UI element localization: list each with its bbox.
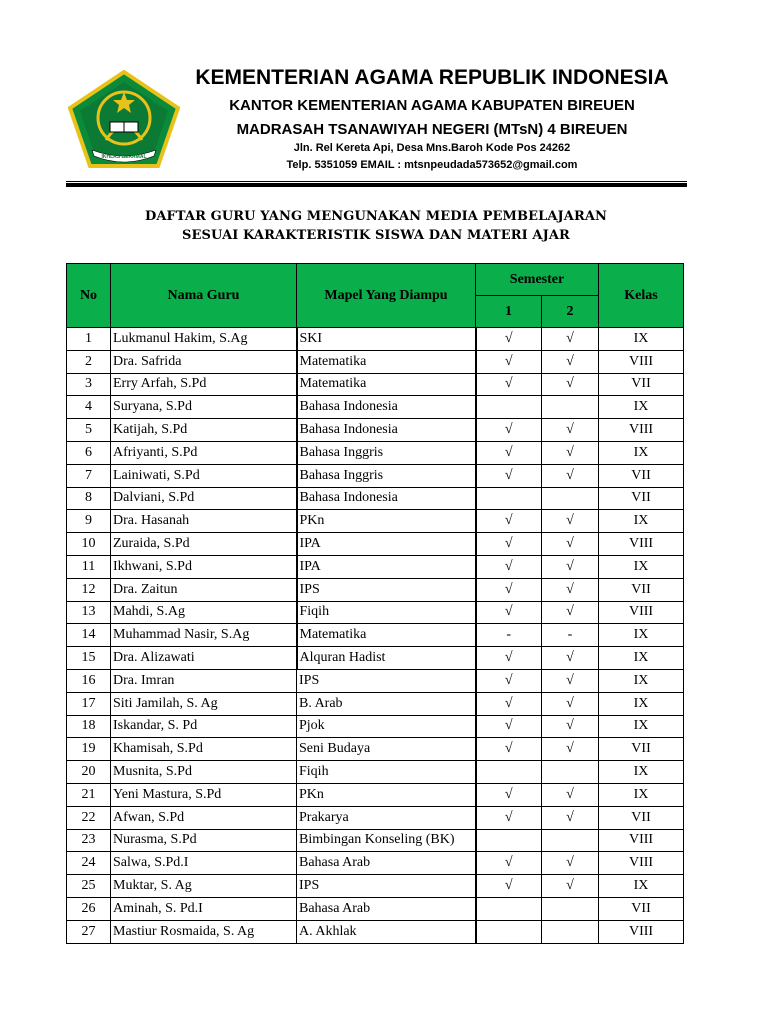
class-level: IX: [599, 692, 684, 715]
semester-2-mark: [542, 920, 599, 943]
class-level: VIII: [599, 533, 684, 556]
teacher-name: Erry Arfah, S.Pd: [111, 373, 297, 396]
semester-1-mark: √: [476, 555, 542, 578]
semester-2-mark: √: [542, 419, 599, 442]
semester-1-mark: √: [476, 647, 542, 670]
teacher-name: Dra. Imran: [111, 669, 297, 692]
teacher-name: Dra. Zaitun: [111, 578, 297, 601]
row-number: 3: [67, 373, 111, 396]
table-row: [67, 464, 684, 487]
header-divider-thick: [66, 183, 687, 187]
teacher-name: Khamisah, S.Pd: [111, 738, 297, 761]
class-level: VII: [599, 806, 684, 829]
teacher-name: Yeni Mastura, S.Pd: [111, 783, 297, 806]
row-number: 7: [67, 464, 111, 487]
semester-2-mark: √: [542, 692, 599, 715]
semester-1-mark: √: [476, 350, 542, 373]
semester-2-mark: √: [542, 441, 599, 464]
class-level: VIII: [599, 601, 684, 624]
class-level: VIII: [599, 852, 684, 875]
row-number: 20: [67, 761, 111, 784]
subject: IPA: [297, 555, 476, 578]
semester-2-mark: √: [542, 669, 599, 692]
subject: Prakarya: [297, 806, 476, 829]
teacher-name: Iskandar, S. Pd: [111, 715, 297, 738]
table-row: [67, 373, 684, 396]
class-level: IX: [599, 328, 684, 351]
teacher-name: Musnita, S.Pd: [111, 761, 297, 784]
table-row: [67, 647, 684, 670]
class-level: VII: [599, 738, 684, 761]
subject: SKI: [297, 328, 476, 351]
header-no: No: [67, 264, 111, 328]
subject: A. Akhlak: [297, 920, 476, 943]
semester-2-mark: √: [542, 464, 599, 487]
header-nama-guru: Nama Guru: [111, 264, 297, 328]
teacher-name: Dra. Hasanah: [111, 510, 297, 533]
class-level: IX: [599, 647, 684, 670]
header-kelas: Kelas: [599, 264, 684, 328]
teacher-name: Dalviani, S.Pd: [111, 487, 297, 510]
subject: Bahasa Indonesia: [297, 419, 476, 442]
class-level: IX: [599, 715, 684, 738]
row-number: 9: [67, 510, 111, 533]
teacher-name: Muktar, S. Ag: [111, 875, 297, 898]
table-row: [67, 761, 684, 784]
row-number: 24: [67, 852, 111, 875]
row-number: 18: [67, 715, 111, 738]
subject: Bimbingan Konseling (BK): [297, 829, 476, 852]
subject: IPS: [297, 578, 476, 601]
table-row: [67, 555, 684, 578]
semester-1-mark: √: [476, 852, 542, 875]
semester-2-mark: √: [542, 715, 599, 738]
semester-1-mark: √: [476, 738, 542, 761]
subject: Alquran Hadist: [297, 647, 476, 670]
semester-1-mark: √: [476, 578, 542, 601]
school-address: Jln. Rel Kereta Api, Desa Mns.Baroh Kode Pos 24262: [293, 142, 571, 154]
semester-2-mark: √: [542, 806, 599, 829]
teacher-name: Dra. Safrida: [111, 350, 297, 373]
table-row: [67, 875, 684, 898]
row-number: 4: [67, 396, 111, 419]
semester-2-mark: √: [542, 533, 599, 556]
subject: Bahasa Arab: [297, 852, 476, 875]
teacher-name: Nurasma, S.Pd: [111, 829, 297, 852]
row-number: 23: [67, 829, 111, 852]
row-number: 26: [67, 897, 111, 920]
row-number: 19: [67, 738, 111, 761]
header-semester: Semester: [476, 264, 599, 296]
semester-1-mark: [476, 487, 542, 510]
row-number: 16: [67, 669, 111, 692]
class-level: IX: [599, 396, 684, 419]
semester-2-mark: [542, 396, 599, 419]
teacher-name: Katijah, S.Pd: [111, 419, 297, 442]
row-number: 5: [67, 419, 111, 442]
semester-2-mark: [542, 761, 599, 784]
subject: Pjok: [297, 715, 476, 738]
class-level: IX: [599, 555, 684, 578]
document-title: DAFTAR GURU YANG MENGUNAKAN MEDIA PEMBELAJARAN: [144, 209, 608, 224]
table-row: [67, 806, 684, 829]
semester-1-mark: √: [476, 328, 542, 351]
header-semester-2: 2: [542, 296, 599, 328]
row-number: 15: [67, 647, 111, 670]
semester-2-mark: √: [542, 555, 599, 578]
teacher-table: [66, 263, 684, 944]
class-level: IX: [599, 510, 684, 533]
table-row: [67, 419, 684, 442]
table-row: [67, 510, 684, 533]
subject: Matematika: [297, 373, 476, 396]
semester-2-mark: √: [542, 328, 599, 351]
table-row: [67, 715, 684, 738]
office-title: KANTOR KEMENTERIAN AGAMA KABUPATEN BIREUEN: [229, 97, 635, 114]
subject: Seni Budaya: [297, 738, 476, 761]
subject: PKn: [297, 783, 476, 806]
row-number: 25: [67, 875, 111, 898]
table-row: [67, 350, 684, 373]
semester-2-mark: √: [542, 738, 599, 761]
table-row: [67, 328, 684, 351]
row-number: 2: [67, 350, 111, 373]
semester-1-mark: √: [476, 715, 542, 738]
semester-2-mark: [542, 897, 599, 920]
school-title: MADRASAH TSANAWIYAH NEGERI (MTsN) 4 BIREUEN: [236, 121, 628, 138]
row-number: 10: [67, 533, 111, 556]
semester-1-mark: [476, 396, 542, 419]
semester-1-mark: √: [476, 373, 542, 396]
table-row: [67, 578, 684, 601]
class-level: IX: [599, 875, 684, 898]
semester-1-mark: √: [476, 510, 542, 533]
subject: PKn: [297, 510, 476, 533]
subject: Matematika: [297, 624, 476, 647]
row-number: 1: [67, 328, 111, 351]
semester-2-mark: √: [542, 783, 599, 806]
class-level: VIII: [599, 419, 684, 442]
semester-2-mark: √: [542, 875, 599, 898]
semester-2-mark: -: [542, 624, 599, 647]
class-level: VII: [599, 897, 684, 920]
table-row: [67, 601, 684, 624]
semester-1-mark: √: [476, 533, 542, 556]
semester-2-mark: √: [542, 350, 599, 373]
teacher-name: Muhammad Nasir, S.Ag: [111, 624, 297, 647]
teacher-name: Lainiwati, S.Pd: [111, 464, 297, 487]
table-row: [67, 920, 684, 943]
semester-1-mark: √: [476, 806, 542, 829]
teacher-name: Salwa, S.Pd.I: [111, 852, 297, 875]
row-number: 11: [67, 555, 111, 578]
subject: IPA: [297, 533, 476, 556]
table-row: [67, 533, 684, 556]
subject: Bahasa Indonesia: [297, 396, 476, 419]
semester-2-mark: [542, 829, 599, 852]
table-row: [67, 487, 684, 510]
class-level: VIII: [599, 829, 684, 852]
teacher-name: Dra. Alizawati: [111, 647, 297, 670]
table-row: [67, 829, 684, 852]
row-number: 14: [67, 624, 111, 647]
semester-1-mark: √: [476, 464, 542, 487]
semester-2-mark: √: [542, 647, 599, 670]
class-level: VII: [599, 373, 684, 396]
semester-2-mark: √: [542, 510, 599, 533]
semester-1-mark: √: [476, 419, 542, 442]
class-level: VII: [599, 464, 684, 487]
semester-1-mark: [476, 897, 542, 920]
subject: IPS: [297, 669, 476, 692]
semester-1-mark: √: [476, 692, 542, 715]
table-row: [67, 897, 684, 920]
teacher-name: Aminah, S. Pd.I: [111, 897, 297, 920]
subject: B. Arab: [297, 692, 476, 715]
subject: Fiqih: [297, 601, 476, 624]
teacher-name: Suryana, S.Pd: [111, 396, 297, 419]
class-level: VII: [599, 578, 684, 601]
table-row: [67, 852, 684, 875]
class-level: VIII: [599, 350, 684, 373]
semester-1-mark: √: [476, 875, 542, 898]
row-number: 27: [67, 920, 111, 943]
semester-2-mark: [542, 487, 599, 510]
table-row: [67, 624, 684, 647]
semester-1-mark: √: [476, 783, 542, 806]
table-row: [67, 669, 684, 692]
kemenag-logo: [66, 70, 182, 170]
teacher-name: Siti Jamilah, S. Ag: [111, 692, 297, 715]
semester-2-mark: √: [542, 578, 599, 601]
teacher-name: Mastiur Rosmaida, S. Ag: [111, 920, 297, 943]
row-number: 8: [67, 487, 111, 510]
semester-1-mark: √: [476, 601, 542, 624]
logo-motto: IKHLAS BERAMAL: [101, 154, 147, 160]
table-row: [67, 783, 684, 806]
row-number: 6: [67, 441, 111, 464]
class-level: IX: [599, 441, 684, 464]
class-level: IX: [599, 624, 684, 647]
subject: Bahasa Indonesia: [297, 487, 476, 510]
semester-1-mark: [476, 829, 542, 852]
semester-1-mark: [476, 761, 542, 784]
row-number: 13: [67, 601, 111, 624]
class-level: IX: [599, 669, 684, 692]
row-number: 17: [67, 692, 111, 715]
teacher-name: Zuraida, S.Pd: [111, 533, 297, 556]
ministry-title: KEMENTERIAN AGAMA REPUBLIK INDONESIA: [195, 66, 669, 89]
row-number: 12: [67, 578, 111, 601]
class-level: VIII: [599, 920, 684, 943]
subject: Bahasa Arab: [297, 897, 476, 920]
table-row: [67, 396, 684, 419]
subject: Fiqih: [297, 761, 476, 784]
teacher-name: Afwan, S.Pd: [111, 806, 297, 829]
school-contact: Telp. 5351059 EMAIL : mtsnpeudada573652@gmail.com: [286, 159, 578, 171]
teacher-name: Afriyanti, S.Pd: [111, 441, 297, 464]
class-level: IX: [599, 783, 684, 806]
subject: Bahasa Inggris: [297, 441, 476, 464]
class-level: VII: [599, 487, 684, 510]
table-row: [67, 738, 684, 761]
document-subtitle: SESUAI KARAKTERISTIK SISWA DAN MATERI AJAR: [182, 228, 570, 243]
header-divider-thin: [66, 181, 687, 182]
table-row: [67, 692, 684, 715]
teacher-name: Ikhwani, S.Pd: [111, 555, 297, 578]
subject: Matematika: [297, 350, 476, 373]
semester-1-mark: -: [476, 624, 542, 647]
subject: IPS: [297, 875, 476, 898]
semester-2-mark: √: [542, 373, 599, 396]
semester-2-mark: √: [542, 601, 599, 624]
class-level: IX: [599, 761, 684, 784]
row-number: 22: [67, 806, 111, 829]
table-row: [67, 441, 684, 464]
semester-2-mark: √: [542, 852, 599, 875]
row-number: 21: [67, 783, 111, 806]
subject: Bahasa Inggris: [297, 464, 476, 487]
semester-1-mark: √: [476, 441, 542, 464]
semester-1-mark: [476, 920, 542, 943]
teacher-name: Lukmanul Hakim, S.Ag: [111, 328, 297, 351]
header-mapel: Mapel Yang Diampu: [297, 264, 476, 328]
semester-1-mark: √: [476, 669, 542, 692]
header-semester-1: 1: [476, 296, 542, 328]
teacher-name: Mahdi, S.Ag: [111, 601, 297, 624]
